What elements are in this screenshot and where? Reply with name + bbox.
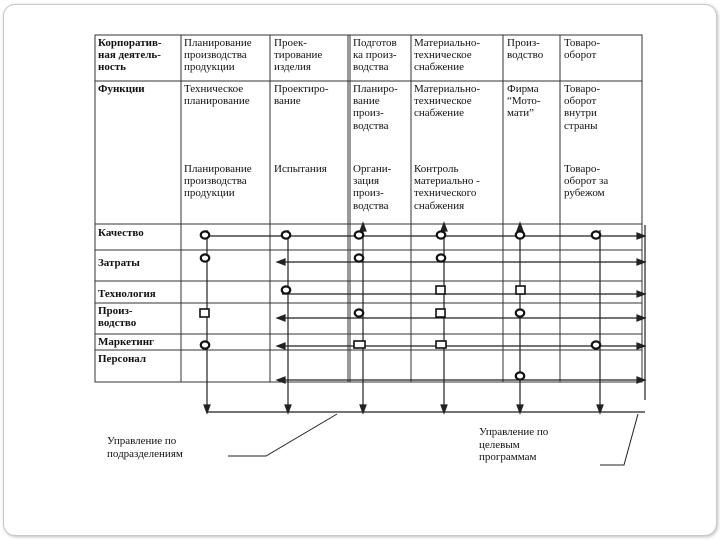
header-col-design: Проек- тирование изделия bbox=[274, 37, 323, 74]
function-cell: Испытания bbox=[274, 163, 327, 175]
header-col-preparation: Подготов ка произ- водства bbox=[353, 37, 397, 74]
row-label-marketing: Маркетинг bbox=[98, 336, 155, 348]
function-cell: Планиро- вание произ- водства bbox=[353, 83, 398, 132]
function-cell: Органи- зация произ- водства bbox=[353, 163, 392, 212]
markers bbox=[201, 231, 600, 379]
caption-by-program: Управление по целевым программам bbox=[479, 426, 549, 463]
function-cell: Планирование производства продукции bbox=[184, 163, 252, 200]
header-col-trade: Товаро- оборот bbox=[564, 37, 600, 62]
header-col-planning: Планирование производства продукции bbox=[184, 37, 252, 74]
program-arrows bbox=[200, 233, 645, 412]
function-cell: Материально- техническое снабжение bbox=[414, 83, 480, 120]
callout-lines bbox=[228, 414, 638, 465]
function-cell: Фирма “Мото- мати” bbox=[507, 83, 541, 120]
row-label-costs: Затраты bbox=[98, 257, 140, 269]
header-corner: Корпоратив- ная деятель- ность bbox=[98, 37, 162, 74]
function-cell: Контроль материально - технического снабжения bbox=[414, 163, 480, 212]
function-cell: Проектиро- вание bbox=[274, 83, 329, 108]
row-label-personnel: Персонал bbox=[98, 353, 147, 365]
caption-by-department: Управление по подразделениям bbox=[107, 435, 183, 460]
row-label-production: Произ- водство bbox=[98, 305, 137, 330]
function-cell: Товаро- оборот за рубежом bbox=[564, 163, 609, 200]
function-cell: Товаро- оборот внутри страны bbox=[564, 83, 600, 132]
row-label-technology: Технология bbox=[98, 288, 156, 300]
row-label-quality: Качество bbox=[98, 227, 144, 239]
function-cell: Техническое планирование bbox=[184, 83, 250, 108]
header-col-supply: Материально- техническое снабжение bbox=[414, 37, 480, 74]
header-col-production: Произ- водство bbox=[507, 37, 544, 62]
functions-label: Функции bbox=[98, 83, 145, 95]
